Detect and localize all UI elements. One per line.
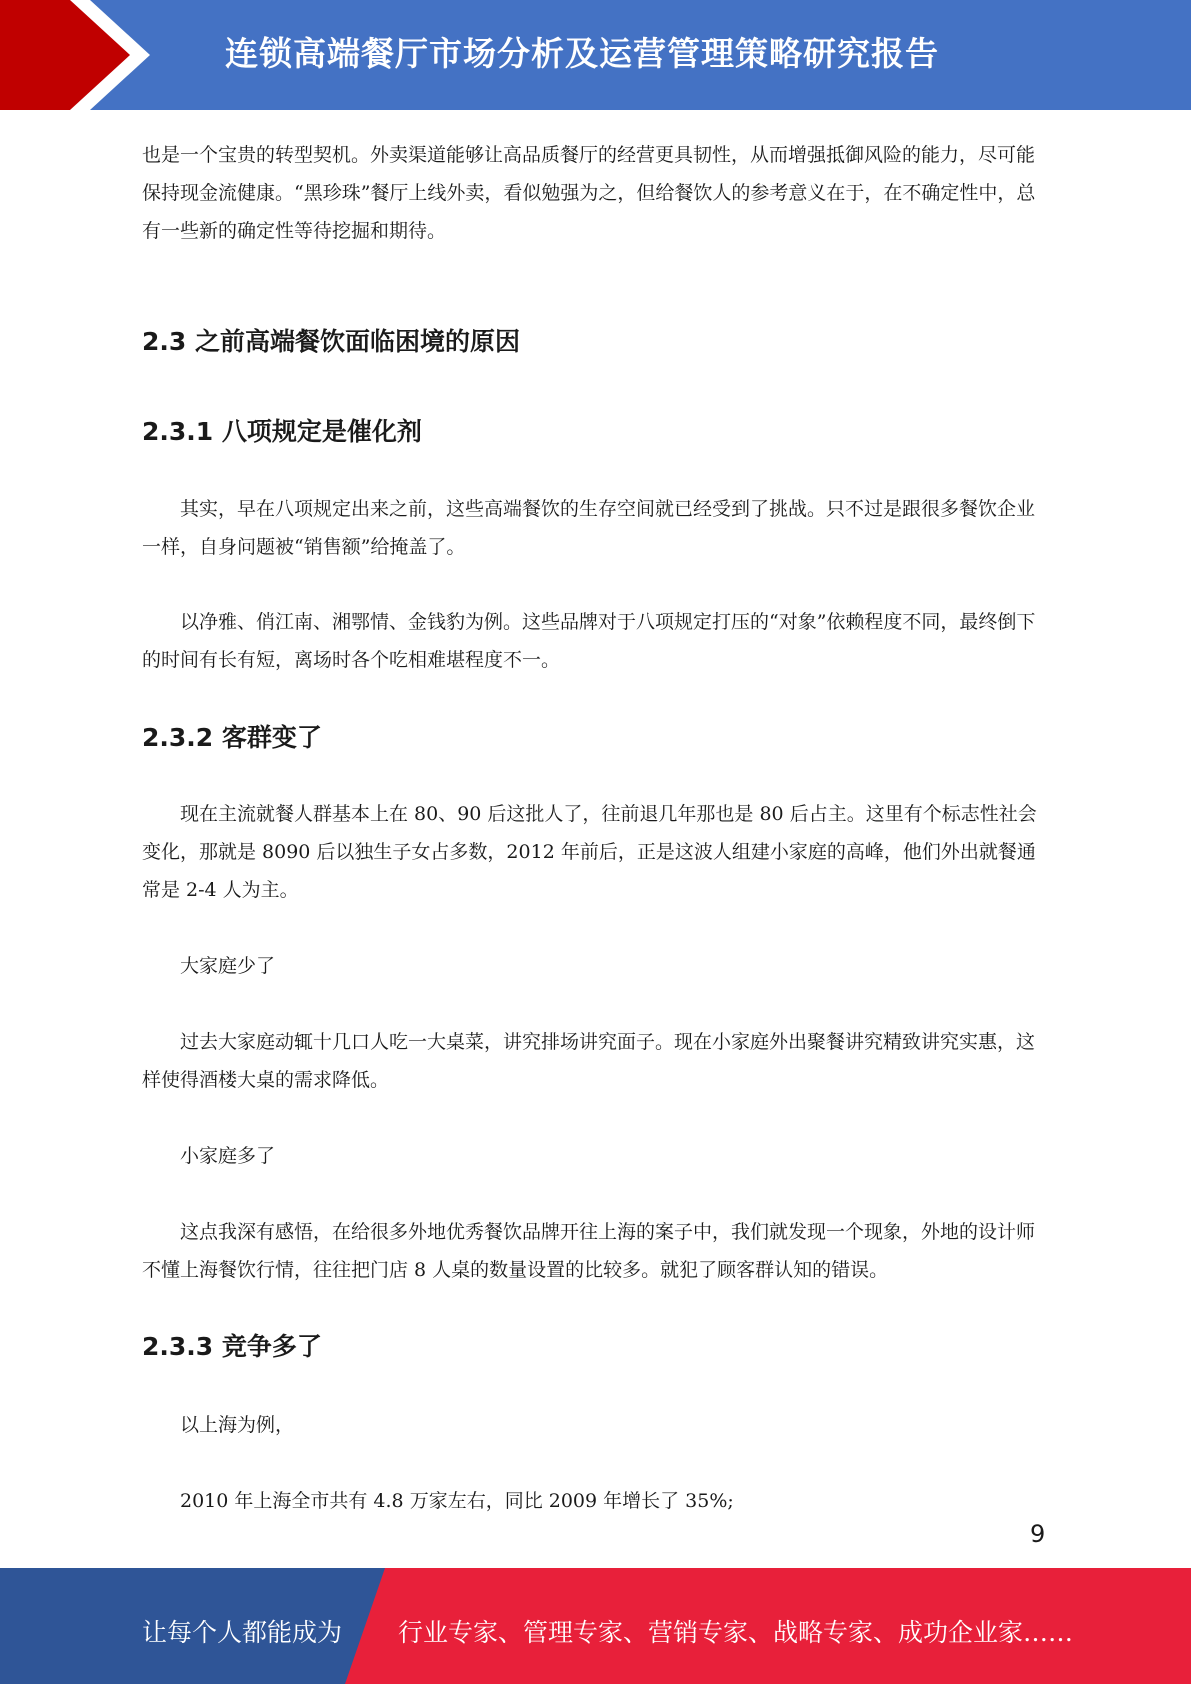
report-title: 连锁高端餐厅市场分析及运营管理策略研究报告 <box>225 34 939 73</box>
section-heading-2-3-2: 2.3.2 客群变了 <box>142 723 322 752</box>
paragraph-9: 2010 年上海全市共有 4.8 万家左右，同比 2009 年增长了 35%; <box>180 1490 734 1512</box>
paragraph-5: 过去大家庭动辄十几口人吃一大桌菜，讲究排场讲究面子。现在小家庭外出聚餐讲究精致讲究实惠，这样使得酒楼大桌的需求降低。 <box>142 1031 1036 1091</box>
paragraph-3: 现在主流就餐人群基本上在 80、90 后这批人了，往前退几年那也是 80 后占主。这里有个标志性社会变化，那就是 8090 后以独生子女占多数，2012 年前后，正是这波人组建小家庭的高峰，他们外出就餐通常是 2-4 人为主。 <box>142 803 1037 901</box>
paragraph-8: 以上海为例， <box>180 1414 295 1436</box>
footer-slogan-left: 让每个人都能成为 <box>142 1618 343 1647</box>
section-heading-2-3-1: 2.3.1 八项规定是催化剂 <box>142 417 422 446</box>
paragraph-4: 大家庭少了 <box>180 955 276 977</box>
intro-paragraph: 也是一个宝贵的转型契机。外卖渠道能够让高品质餐厅的经营更具韧性，从而增强抵御风险的能力，尽可能保持现金流健康。“黑珍珠”餐厅上线外卖，看似勉强为之，但给餐饮人的参考意义在于，在不确定性中，总有一些新的确定性等待挖掘和期待。 <box>142 144 1036 242</box>
page-number: 9 <box>1030 1520 1046 1548</box>
section-heading-2-3-3: 2.3.3 竞争多了 <box>142 1332 322 1361</box>
paragraph-6: 小家庭多了 <box>180 1145 276 1167</box>
paragraph-7: 这点我深有感悟，在给很多外地优秀餐饮品牌开往上海的案子中，我们就发现一个现象，外地的设计师不懂上海餐饮行情，往往把门店 8 人桌的数量设置的比较多。就犯了顾客群认知的错误。 <box>142 1221 1036 1281</box>
section-heading-2-3: 2.3 之前高端餐饮面临困境的原因 <box>142 327 520 356</box>
page-footer <box>0 1568 1191 1684</box>
footer-slogan-right: 行业专家、管理专家、营销专家、战略专家、成功企业家…… <box>398 1618 1074 1647</box>
paragraph-1: 其实，早在八项规定出来之前，这些高端餐饮的生存空间就已经受到了挑战。只不过是跟很多餐饮企业一样，自身问题被“销售额”给掩盖了。 <box>142 498 1036 558</box>
paragraph-2: 以净雅、俏江南、湘鄂情、金钱豹为例。这些品牌对于八项规定打压的“对象”依赖程度不同，最终倒下的时间有长有短，离场时各个吃相难堪程度不一。 <box>142 611 1036 671</box>
page-header <box>0 0 1191 110</box>
